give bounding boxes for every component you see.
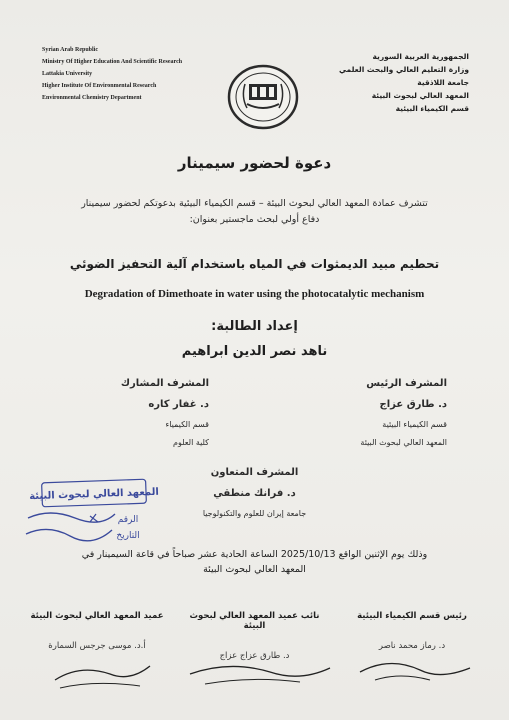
signature-scribble-left: [55, 666, 150, 680]
handwritten-signatures: [0, 650, 509, 700]
svg-text:الرقم: الرقم: [117, 515, 139, 525]
institute-stamp: [20, 478, 170, 548]
schedule-note: [0, 547, 509, 577]
supervisor-department: قسم الكيمياء: [165, 420, 209, 429]
svg-text:التاريخ: التاريخ: [116, 531, 140, 541]
letterhead-line: Syrian Arab Republic: [42, 47, 99, 53]
prepared-by-label: إعداد الطالبة:: [211, 319, 298, 334]
supervisor-name: د. طارق عزاج: [379, 399, 447, 410]
letterhead-line: قسم الكيمياء البيئية: [395, 104, 469, 113]
supervisor-institution: كلية العلوم: [173, 438, 209, 447]
supervisor-institution: جامعة إيران للعلوم والتكنولوجيا: [202, 509, 307, 518]
supervisor-name: د. فرانك منطقي: [213, 488, 296, 499]
signatory-name: د. رماز محمد ناصر: [378, 641, 446, 651]
letterhead-line: جامعة اللاذقية: [417, 78, 469, 87]
arabic-letterhead: [339, 50, 469, 115]
invitation-intro: [0, 196, 509, 228]
intro-line: تتشرف عمادة المعهد العالي لبحوث البيئة – قسم الكيمياء البيئية بدعوتكم لحضور سيمينار: [81, 198, 428, 209]
co-supervisor-block: [69, 378, 209, 456]
page-title: دعوة لحضور سيمينار: [177, 154, 332, 172]
schedule-line: وذلك يوم الإثنين الواقع 2025/10/13 الساعة الحادية عشر صباحاً في قاعة السيمينار في: [81, 549, 428, 560]
intro-line: دفاع أولي لبحث ماجستير بعنوان:: [189, 214, 320, 225]
supervisor-name: د. غفار كاره: [148, 399, 209, 410]
supervisor-department: قسم الكيمياء البيئية: [382, 420, 447, 429]
schedule-line: المعهد العالي لبحوث البيئة: [203, 564, 306, 575]
signatory-name: أ.د. موسى جرجس السمارة: [48, 641, 146, 651]
signatory-title: رئيس قسم الكيمياء البيئية: [357, 611, 467, 621]
signatory-title: نائب عميد المعهد العالي لبحوث البيئة: [189, 611, 320, 631]
signature-scribble-middle: [190, 666, 330, 676]
student-name: ناهد نصر الدين ابراهيم: [181, 344, 328, 359]
letterhead-line: Environmental Chemistry Department: [42, 95, 142, 101]
supervisor-heading: المشرف المشارك: [120, 378, 209, 389]
svg-text:المعهد العالي لبحوث البيئة: المعهد العالي لبحوث البيئة: [29, 486, 160, 503]
main-supervisor-block: [307, 378, 447, 456]
letterhead-line: Higher Institute Of Environmental Research: [42, 83, 157, 89]
letterhead-line: Ministry Of Higher Education And Scientific Research: [42, 59, 183, 65]
letterhead-line: وزارة التعليم العالي والبحث العلمي: [338, 65, 469, 74]
letterhead-line: المعهد العالي لبحوث البيئة: [371, 91, 469, 100]
research-topic-english: Degradation of Dimethoate in water using the photocatalytic mechanism: [84, 288, 425, 300]
signatory-title: عميد المعهد العالي لبحوث البيئة: [30, 611, 164, 621]
letterhead-line: Lattakia University: [42, 71, 93, 77]
research-topic-arabic: تحطيم مبيد الديمثوات في المياه باستخدام آلية التحفيز الضوئي: [69, 257, 440, 271]
letterhead-line: الجمهورية العربية السورية: [372, 52, 469, 61]
supervisor-heading: المشرف الرئيس: [366, 378, 447, 389]
university-seal-logo: [227, 64, 299, 130]
signature-scribble-right: [360, 663, 470, 674]
supervisor-heading: المشرف المتعاون: [210, 467, 299, 478]
english-letterhead: [42, 44, 182, 104]
supervisor-institution: المعهد العالي لبحوث البيئة: [360, 438, 447, 447]
signatory-name: د. طارق عزاج عزاج: [219, 651, 290, 661]
